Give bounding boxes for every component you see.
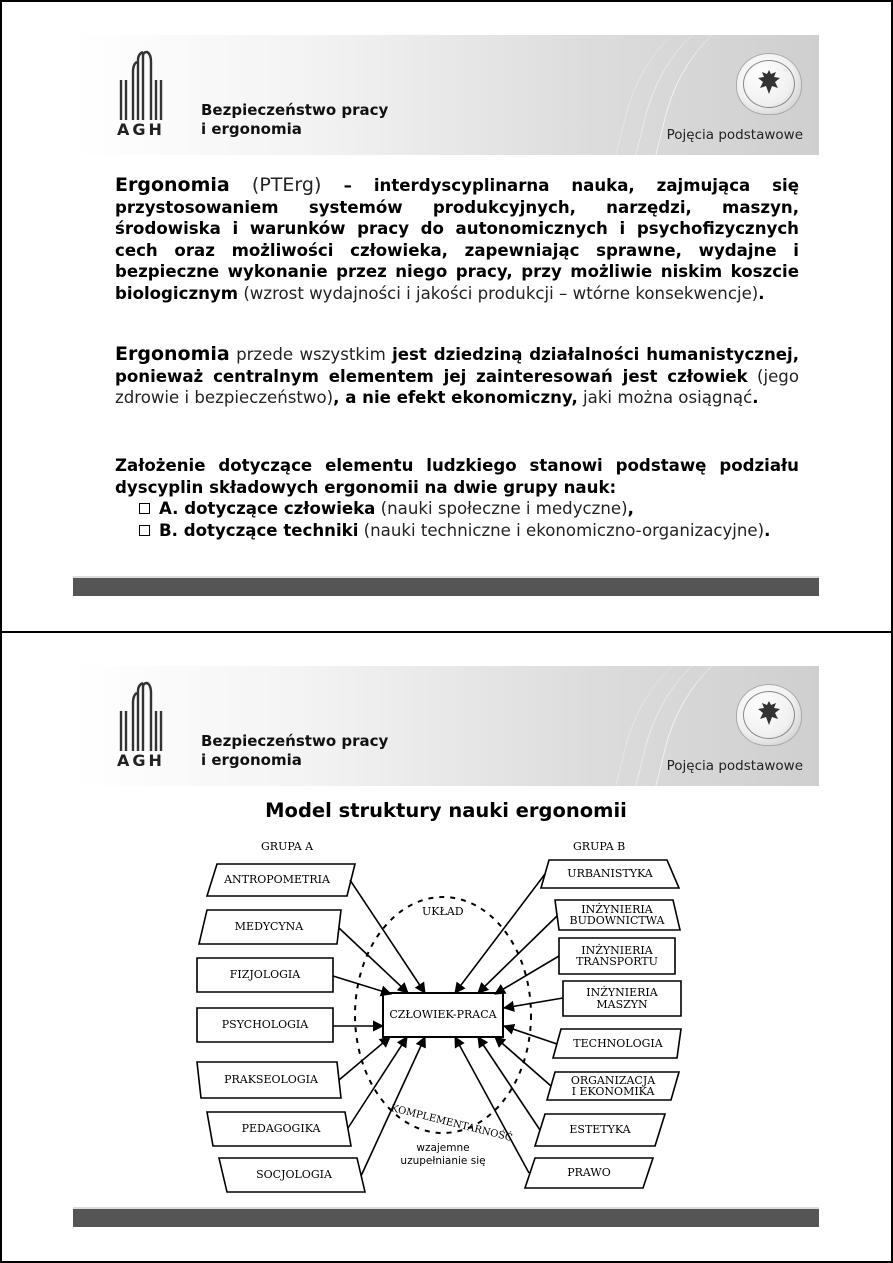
eagle-icon <box>754 66 784 100</box>
discipline-box-psychologia: PSYCHOLOGIA <box>221 1018 309 1032</box>
discipline-box-socjologia: SOCJOLOGIA <box>256 1168 332 1182</box>
discipline-box-inzynieria-budownictwa <box>557 900 677 930</box>
punctuation: . <box>764 520 771 540</box>
checkbox-bullet-icon <box>139 525 150 536</box>
checkbox-bullet-icon <box>139 503 150 514</box>
bold-segment: , a nie efekt ekonomiczny, <box>333 388 578 407</box>
discipline-box-technologia <box>557 1029 679 1058</box>
discipline-box-antropometria: ANTROPOMETRIA <box>224 873 330 887</box>
ergonomics-structure-diagram <box>193 836 693 1196</box>
eagle-icon <box>754 697 784 731</box>
box-line: INŻYNIERIA <box>586 986 658 999</box>
group-title: B. dotyczące techniki <box>159 520 359 540</box>
definition-paragraph <box>115 175 799 304</box>
group-note: (nauki społeczne i medyczne) <box>375 499 628 518</box>
punctuation: , <box>627 499 634 518</box>
slide-header <box>73 35 819 155</box>
text-segment: (jego zdrowie i bezpieczeństwo) <box>115 366 799 407</box>
definition-note: (wzrost wydajności i jakości produkcji – wtórne konsekwencje) <box>238 283 759 303</box>
group-a-label: GRUPA A <box>261 840 314 853</box>
university-crest-eagle-icon <box>736 53 802 115</box>
box-line: TECHNOLOGIA <box>573 1036 663 1050</box>
note-line: wzajemne <box>416 1142 470 1154</box>
slide-2 <box>73 666 819 1228</box>
term-ergonomia: Ergonomia <box>115 174 230 196</box>
complementarity-label: KOMPLEMENTARNOŚĆ <box>389 1103 514 1144</box>
course-title-line2: i ergonomia <box>201 751 302 769</box>
agh-logo-text: AGH <box>117 120 165 139</box>
discipline-box-inzynieria-maszyn <box>563 981 681 1016</box>
course-title <box>201 101 388 139</box>
box-line: I EKONOMIKA <box>571 1085 655 1098</box>
division-intro: Założenie dotyczące elementu ludzkiego stanowi podstawę podziału dyscyplin składowych ergonomii na dwie grupy nauk: <box>115 456 799 497</box>
discipline-box-organizacja-i-ekonomika <box>551 1072 675 1100</box>
box-line: BUDOWNICTWA <box>569 914 665 927</box>
group-title: A. dotyczące człowieka <box>159 499 376 518</box>
box-line: MASZYN <box>596 997 648 1011</box>
box-line: ESTETYKA <box>569 1123 631 1137</box>
discipline-box-inzynieria-transportu <box>559 938 675 974</box>
text-segment: jaki można osiągnąć <box>577 388 753 407</box>
group-list <box>139 498 799 541</box>
term-abbreviation: (PTErg) <box>229 174 344 196</box>
discipline-box-urbanistyka <box>545 860 675 888</box>
box-line: TRANSPORTU <box>576 955 658 968</box>
course-title <box>201 732 388 770</box>
university-crest-eagle-icon <box>736 684 802 746</box>
system-label: UKŁAD <box>422 905 464 918</box>
discipline-box-pedagogika: PEDAGOGIKA <box>241 1122 321 1136</box>
slide-header <box>73 666 819 786</box>
humanistic-paragraph <box>115 344 799 409</box>
slide-footer-bar <box>73 576 819 596</box>
slide-footer-bar <box>73 1207 819 1227</box>
discipline-box-medycyna: MEDYCYNA <box>234 920 304 934</box>
group-note: (nauki techniczne i ekonomiczno-organizacyjne) <box>358 520 765 540</box>
discipline-box-estetyka <box>540 1114 660 1146</box>
note-line: uzupełnianie się <box>400 1155 486 1167</box>
period: . <box>752 388 759 407</box>
box-line: PRAWO <box>567 1166 611 1180</box>
dash: – <box>343 176 374 195</box>
box-line: ORGANIZACJA <box>570 1073 656 1087</box>
mutual-complement-note <box>398 1142 488 1168</box>
bold-segment: jest dziedziną działalności humanistycznej, ponieważ centralnym elementem jej zainteresowań jest człowiek <box>115 345 800 386</box>
course-title-line2: i ergonomia <box>201 120 302 138</box>
discipline-box-prawo <box>530 1158 648 1188</box>
discipline-box-prakseologia: PRAKSEOLOGIA <box>224 1073 318 1087</box>
agh-logo-text: AGH <box>117 751 165 770</box>
definition-text: interdyscyplinarna nauka, zajmująca się przystosowaniem systemów produkcyjnych, narzędzi, maszyn, środowiska i warunków pracy do autonomicznych i psychofizycznych cech oraz możliwości człowieka, zapewniając sprawne, wydajne i bezpieczne wykonanie przez niego pracy, przy możliwie niskim koszcie biologicznym <box>115 176 799 303</box>
text-segment: przede wszystkim <box>229 345 393 364</box>
diagram-title: Model struktury nauki ergonomii <box>265 799 627 822</box>
discipline-box-fizjologia: FIZJOLOGIA <box>229 968 301 982</box>
section-label: Pojęcia podstawowe <box>666 127 803 143</box>
list-item-group-a <box>139 498 799 520</box>
period: . <box>758 283 765 303</box>
slide-1 <box>73 35 819 596</box>
division-paragraph <box>115 455 799 541</box>
center-box-czlowiek-praca: CZŁOWIEK-PRACA <box>389 1008 497 1022</box>
group-b-label: GRUPA B <box>573 840 626 853</box>
box-line: URBANISTYKA <box>567 867 653 881</box>
course-title-line1: Bezpieczeństwo pracy <box>201 101 389 119</box>
term-ergonomia: Ergonomia <box>115 343 230 365</box>
box-line: INŻYNIERIA <box>581 943 653 957</box>
list-item-group-b <box>139 520 799 542</box>
box-line: INŻYNIERIA <box>581 902 653 916</box>
section-label: Pojęcia podstawowe <box>666 758 803 774</box>
course-title-line1: Bezpieczeństwo pracy <box>201 732 389 750</box>
